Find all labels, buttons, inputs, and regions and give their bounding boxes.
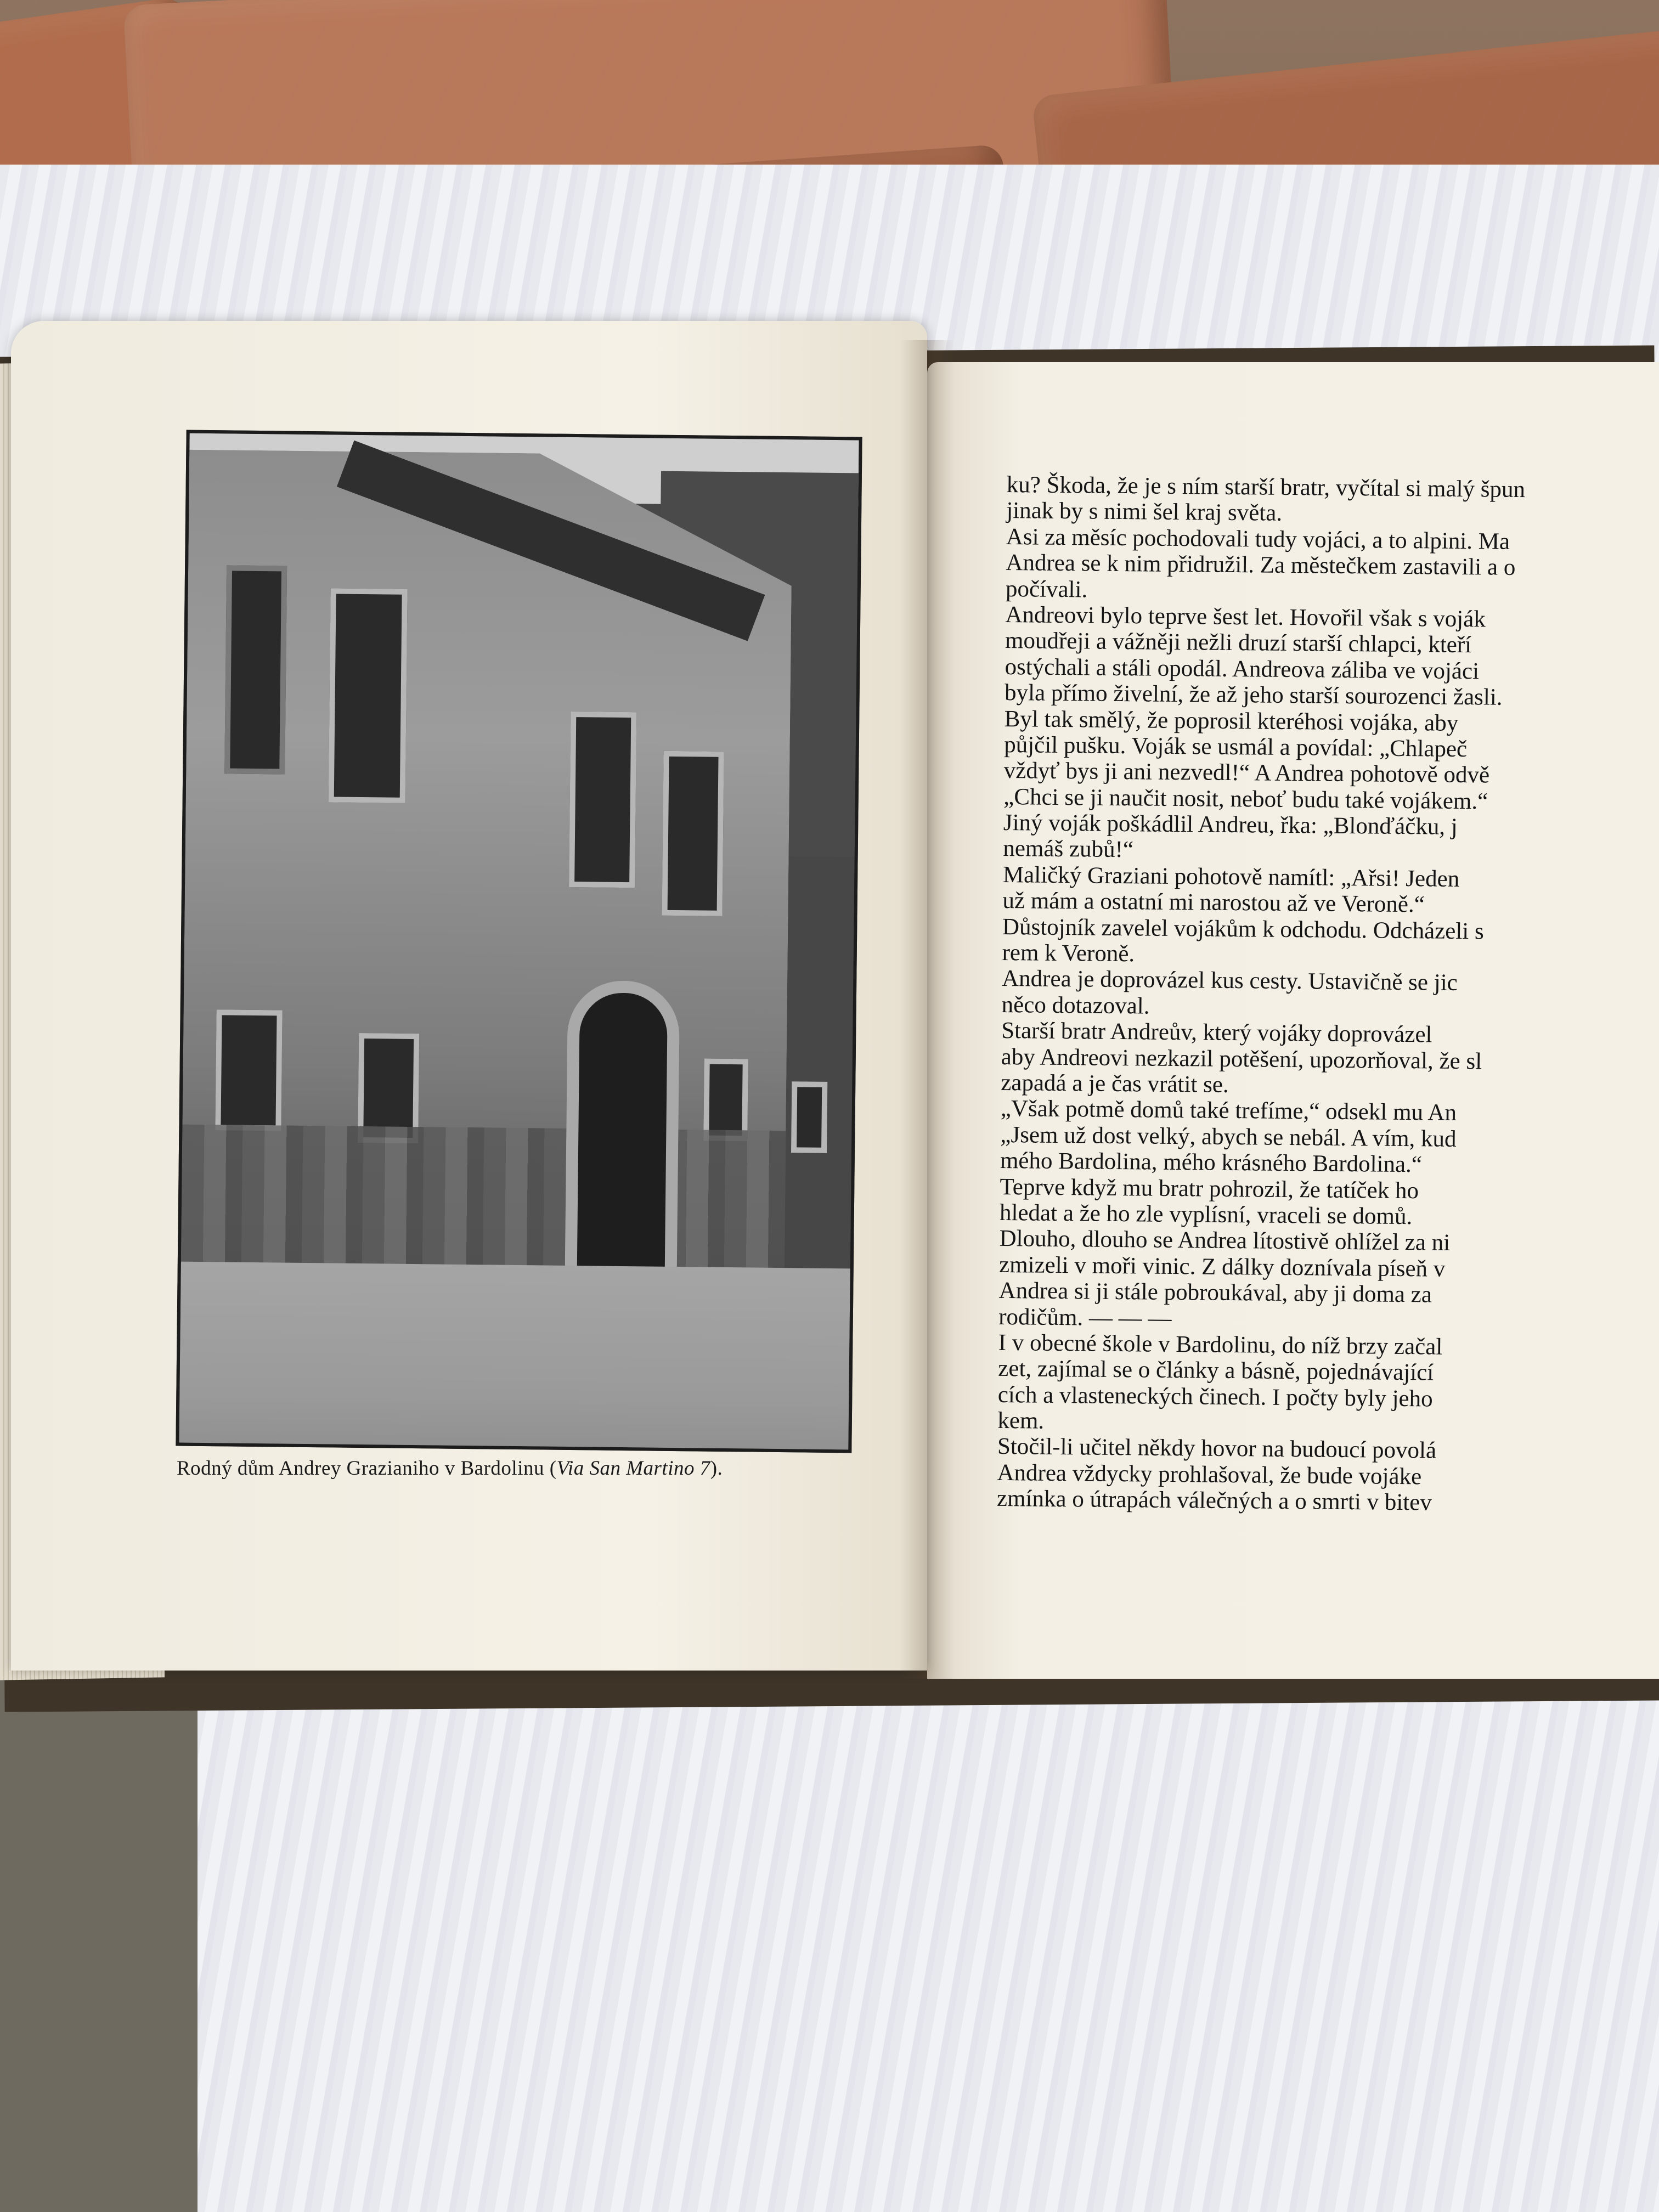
photo-window [569, 712, 636, 888]
photo-window [224, 565, 287, 774]
photo-arched-door [565, 980, 680, 1280]
photo-window [329, 588, 408, 803]
photo-window [791, 1081, 827, 1153]
table-plank [0, 1673, 1659, 2212]
photo-window [662, 751, 724, 916]
text-line: rodičům. — — — [998, 1304, 1172, 1331]
text-line: Maličký Graziani pohotově namítl: „Ařsi! Jeden [1002, 861, 1460, 892]
text-line: „Jsem už dost velký, abych se nebál. A vím, kud [1000, 1121, 1457, 1152]
text-line: ostýchali a stáli opodál. Andreova záliba ve vojáci [1005, 653, 1480, 685]
text-line: zapadá a je čas vrátit se. [1001, 1069, 1229, 1098]
text-line: vždyť bys ji ani nezvedl!“ A Andrea pohotově odvě [1003, 758, 1490, 788]
text-line: I v obecné škole v Bardolinu, do níž brzy začal [998, 1329, 1443, 1360]
caption-number: 7 [699, 1457, 710, 1480]
photo-road [179, 1262, 850, 1453]
text-line: rem k Veroně. [1002, 939, 1135, 967]
body-text [997, 472, 1659, 1519]
text-line: Teprve když mu bratr pohrozil, že tatíček ho [1000, 1173, 1419, 1204]
text-line: něco dotazoval. [1001, 991, 1150, 1019]
text-line: „Však potmě domů také trefíme,“ odsekl mu An [1000, 1096, 1457, 1126]
photo-caption [177, 1457, 890, 1480]
text-line: Asi za měsíc pochodovali tudy vojáci, a to alpini. Ma [1006, 523, 1510, 555]
text-line: Andrea vždycky prohlašoval, že bude vojáke [997, 1459, 1422, 1490]
photo-window [703, 1059, 748, 1142]
caption-paren-close: ). [710, 1457, 723, 1480]
text-line: Starší bratr Andreův, který vojáky doprovázel [1001, 1018, 1432, 1048]
text-line: Důstojník zavelel vojákům k odchodu. Odcházeli s [1002, 913, 1484, 945]
text-line: Stočil-li učitel někdy hovor na budoucí povolá [997, 1434, 1437, 1464]
text-line: cích a vlasteneckých činech. I počty byly jeho [997, 1381, 1433, 1412]
text-line: už mám a ostatní mi narostou až ve Veroně.“ [1002, 888, 1425, 918]
photo-window [215, 1009, 282, 1131]
text-line: aby Andreovi nezkazil potěšení, upozorňoval, že sl [1001, 1043, 1482, 1074]
text-line: nemáš zubů!“ [1003, 836, 1134, 863]
text-line: mého Bardolina, mého krásného Bardolina.“ [1000, 1148, 1423, 1178]
book-gutter [900, 340, 955, 1679]
text-line: Andrea se k nim přidružil. Za městečkem zastavili a o [1006, 550, 1516, 581]
text-line: Jiný voják poškádlil Andreu, řka: „Blonďáčku, j [1003, 810, 1458, 840]
floor-corner [0, 1679, 198, 2212]
text-line: byla přímo živelní, že až jeho starší sourozenci žasli. [1004, 680, 1503, 710]
text-line: „Chci se ji naučit nosit, neboť budu také vojákem.“ [1003, 783, 1488, 815]
text-line: moudřeji a vážněji nežli druzí starší chlapci, kteří [1005, 628, 1472, 658]
text-line: půjčil pušku. Voják se usmál a povídal: „Chlapeč [1003, 731, 1468, 762]
text-line: Byl tak smělý, že poprosil kteréhosi vojáka, aby [1004, 706, 1459, 736]
text-line: jinak by s nimi šel kraj světa. [1006, 498, 1283, 527]
photo-stone-base [181, 1125, 786, 1274]
text-line: počívali. [1005, 575, 1088, 602]
text-line: ku? Škoda, že je s ním starší bratr, vyčítal si malý špun [1006, 472, 1526, 503]
text-line: Andrea je doprovázel kus cesty. Ustavičně se jic [1001, 966, 1458, 996]
text-line: kem. [997, 1407, 1045, 1434]
caption-paren-open: ( [549, 1457, 557, 1480]
text-line: hledat a že ho zle vyplísní, vraceli se domů. [999, 1199, 1413, 1230]
caption-text: Rodný dům Andrey Grazianiho v Bardolinu [177, 1457, 544, 1480]
text-line: Andrea si ji stále pobroukával, aby ji doma za [998, 1278, 1432, 1308]
house-photograph [176, 430, 862, 1453]
text-line: Dlouho, dlouho se Andrea lítostivě ohlížel za ni [999, 1226, 1451, 1256]
text-line: zet, zajímal se o články a básně, pojednávající [998, 1356, 1434, 1386]
text-line: zmínka o útrapách válečných a o smrti v bitev [996, 1486, 1432, 1516]
text-line: Andreovi bylo teprve šest let. Hovořil však s voják [1005, 601, 1486, 633]
text-line: zmizeli v moři vinic. Z dálky doznívala píseň v [998, 1251, 1446, 1282]
caption-street: Via San Martino [556, 1457, 695, 1480]
